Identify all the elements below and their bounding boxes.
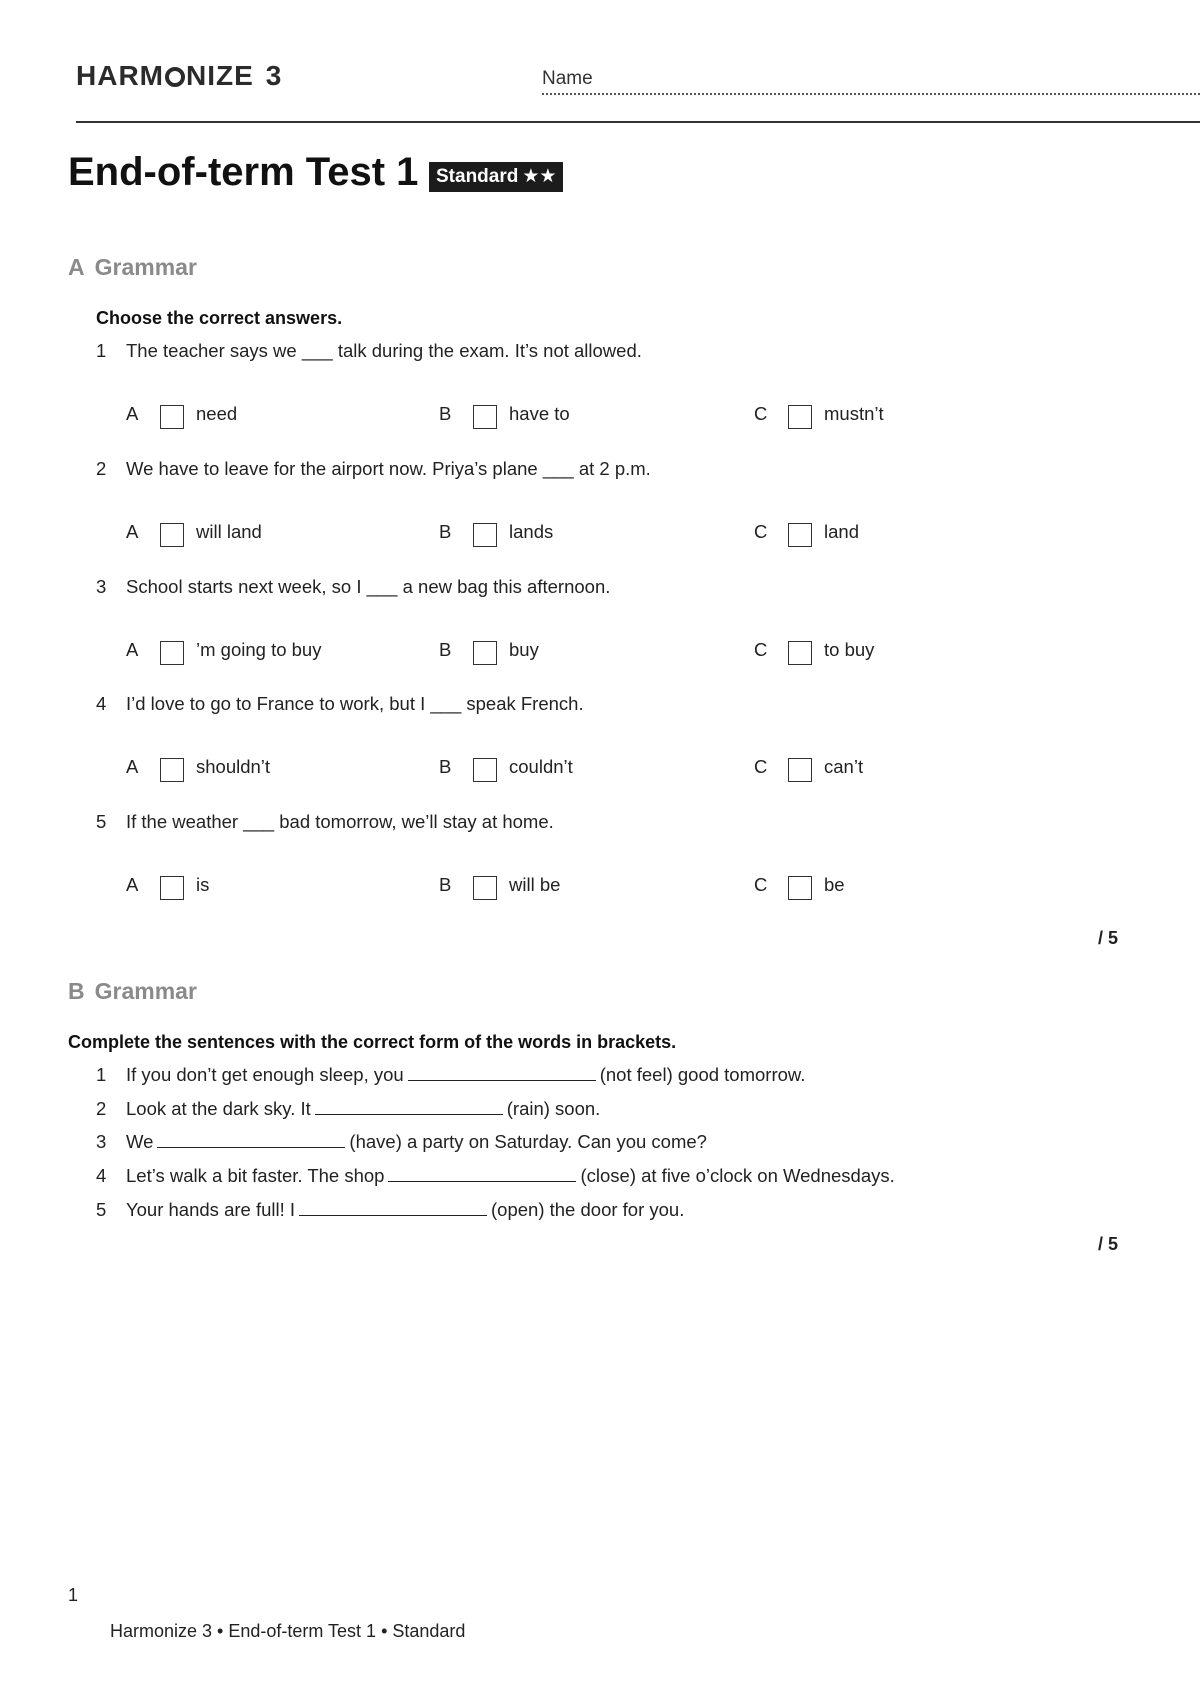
brand-logo [76,60,282,92]
answer-checkbox[interactable] [160,523,184,547]
question-3 [96,576,610,598]
sentence-start: We [126,1131,154,1152]
option-letter: B [439,521,452,542]
option-text: buy [509,639,539,660]
answer-checkbox[interactable] [473,523,497,547]
option-4b[interactable] [439,756,573,778]
answer-blank[interactable] [157,1131,345,1148]
answer-checkbox[interactable] [473,758,497,782]
option-letter: A [126,521,139,542]
option-text: mustn’t [824,403,884,424]
section-b-instruction: Complete the sentences with the correct form of the words in brackets. [68,1032,677,1052]
option-2c[interactable] [754,521,859,543]
option-text: couldn’t [509,756,573,777]
page-title: End-of-term Test 1 [68,150,419,194]
option-text: have to [509,403,570,424]
option-text: is [196,874,210,895]
section-a-instruction: Choose the correct answers. [96,308,343,328]
option-text: can’t [824,756,864,777]
option-text: to buy [824,639,875,660]
option-2b[interactable] [439,521,554,543]
sentence-start: Look at the dark sky. It [126,1098,311,1119]
option-3a[interactable] [126,639,322,661]
footer-text: Harmonize 3 • End-of-term Test 1 • Standard [110,1621,466,1641]
answer-checkbox[interactable] [788,523,812,547]
option-letter: C [754,403,768,424]
section-letter: B [68,978,85,1004]
option-2a[interactable] [126,521,262,543]
sentence-end: (close) at five o’clock on Wednesdays. [580,1165,895,1186]
option-letter: B [439,639,452,660]
option-text: need [196,403,238,424]
item-number: 2 [96,1098,107,1119]
sentence-start: If you don’t get enough sleep, you [126,1064,404,1085]
option-text: will land [196,521,262,542]
option-text: shouldn’t [196,756,271,777]
section-title: Grammar [94,254,197,280]
sentence-start: Let’s walk a bit faster. The shop [126,1165,385,1186]
answer-checkbox[interactable] [473,876,497,900]
item-number: 4 [96,1165,107,1186]
answer-checkbox[interactable] [788,641,812,665]
section-a-score: / 5 [1098,928,1119,948]
question-text: The teacher says we ___ talk during the exam. It’s not allowed. [126,340,642,361]
option-letter: A [126,639,139,660]
option-text: will be [509,874,561,895]
option-letter: C [754,756,768,777]
brand-text-end: NIZE [186,60,254,91]
question-text: School starts next week, so I ___ a new bag this afternoon. [126,576,611,597]
option-letter: B [439,756,452,777]
section-b-heading [68,978,197,1005]
name-label: Name [542,68,593,89]
question-2 [96,458,651,480]
option-letter: A [126,756,139,777]
option-4c[interactable] [754,756,864,778]
gap-sentence-2 [96,1098,600,1120]
answer-checkbox[interactable] [473,641,497,665]
option-letter: C [754,639,768,660]
option-3c[interactable] [754,639,875,661]
item-number: 1 [96,1064,107,1085]
gap-sentence-3 [96,1131,707,1153]
option-5a[interactable] [126,874,210,896]
option-3b[interactable] [439,639,539,661]
sentence-end: (have) a party on Saturday. Can you come? [349,1131,707,1152]
name-dotted-line[interactable] [542,93,1200,95]
answer-checkbox[interactable] [788,876,812,900]
section-letter: A [68,254,85,280]
answer-checkbox[interactable] [160,876,184,900]
question-number: 3 [96,576,107,597]
option-text: lands [509,521,554,542]
brand-text-start: HARM [76,60,164,91]
option-text: ’m going to buy [196,639,322,660]
option-4a[interactable] [126,756,271,778]
question-text: We have to leave for the airport now. Priya’s plane ___ at 2 p.m. [126,458,651,479]
gap-sentence-1 [96,1064,805,1086]
option-letter: C [754,521,768,542]
option-letter: B [439,403,452,424]
question-text: If the weather ___ bad tomorrow, we’ll stay at home. [126,811,554,832]
gap-sentence-5 [96,1199,684,1221]
sentence-start: Your hands are full! I [126,1199,296,1220]
answer-checkbox[interactable] [160,641,184,665]
question-number: 2 [96,458,107,479]
brand-number: 3 [265,60,283,91]
brand-o-ring-icon [165,67,185,87]
level-label: Standard [436,166,519,187]
item-number: 3 [96,1131,107,1152]
name-field[interactable] [542,66,1200,96]
section-a-heading [68,254,197,281]
answer-checkbox[interactable] [788,405,812,429]
answer-blank[interactable] [408,1064,596,1081]
answer-blank[interactable] [315,1098,503,1115]
question-number: 5 [96,811,107,832]
answer-checkbox[interactable] [160,405,184,429]
question-1 [96,340,642,362]
level-badge [429,162,563,192]
header-divider [76,121,1200,123]
item-number: 5 [96,1199,107,1220]
page-number: 1 [68,1585,79,1605]
sentence-end: (not feel) good tomorrow. [599,1064,806,1085]
option-letter: C [754,874,768,895]
question-number: 4 [96,693,107,714]
option-1b[interactable] [439,403,570,425]
option-1a[interactable] [126,403,238,425]
section-title: Grammar [94,978,197,1004]
question-text: I’d love to go to France to work, but I ___ speak French. [126,693,584,714]
option-letter: A [126,403,139,424]
question-5 [96,811,554,833]
answer-blank[interactable] [299,1199,487,1216]
gap-sentence-4 [96,1165,895,1187]
option-5c[interactable] [754,874,845,896]
question-4 [96,693,584,715]
answer-checkbox[interactable] [160,758,184,782]
option-letter: A [126,874,139,895]
option-letter: B [439,874,452,895]
sentence-end: (rain) soon. [506,1098,601,1119]
option-1c[interactable] [754,403,884,425]
option-text: land [824,521,859,542]
star-icon: ★★ [522,166,557,187]
option-text: be [824,874,845,895]
option-5b[interactable] [439,874,561,896]
sentence-end: (open) the door for you. [491,1199,685,1220]
question-number: 1 [96,340,107,361]
answer-blank[interactable] [388,1165,576,1182]
answer-checkbox[interactable] [473,405,497,429]
section-b-score: / 5 [1098,1234,1119,1254]
answer-checkbox[interactable] [788,758,812,782]
